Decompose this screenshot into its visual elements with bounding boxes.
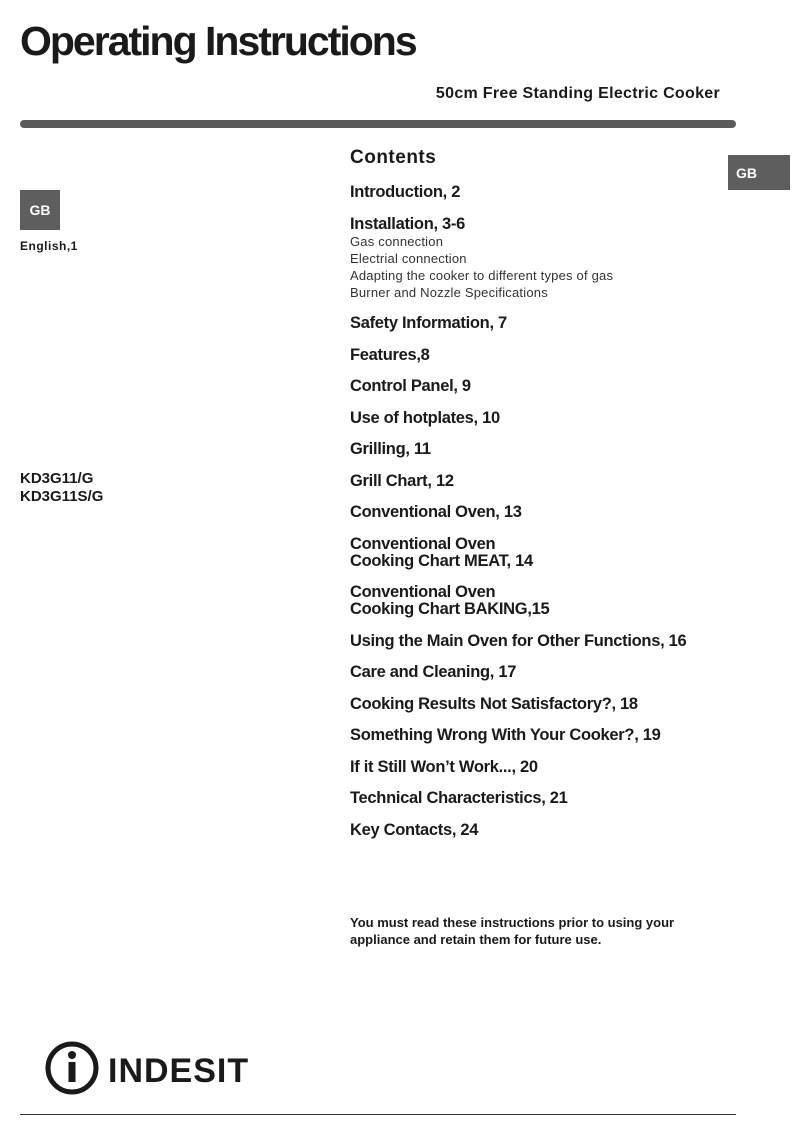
footer-divider bbox=[20, 1114, 736, 1115]
toc-entry-title: Care and Cleaning, 17 bbox=[350, 663, 517, 681]
read-instructions-notice bbox=[350, 914, 720, 948]
toc-entry bbox=[350, 216, 740, 301]
language-side-tab: GB bbox=[728, 155, 790, 190]
toc-entry bbox=[350, 790, 740, 807]
notice-line: appliance and retain them for future use. bbox=[350, 932, 602, 947]
toc-subentry: Adapting the cooker to different types of gas bbox=[350, 267, 614, 283]
page-title: Operating Instructions bbox=[20, 18, 416, 64]
toc-entry bbox=[350, 473, 740, 490]
model-number: KD3G11S/G bbox=[20, 488, 104, 505]
page-subtitle: 50cm Free Standing Electric Cooker bbox=[435, 85, 720, 102]
toc-subentry: Burner and Nozzle Specifications bbox=[350, 284, 548, 300]
toc-entry-title: Key Contacts, 24 bbox=[350, 820, 479, 839]
toc-entry-title: If it Still Won’t Work..., 20 bbox=[350, 757, 538, 776]
model-list bbox=[20, 470, 103, 506]
toc-entry-title: Something Wrong With Your Cooker?, 19 bbox=[350, 726, 661, 744]
toc-entry bbox=[350, 441, 740, 458]
contents-heading: Contents bbox=[350, 147, 437, 168]
toc-entry bbox=[350, 759, 740, 776]
toc-entry bbox=[350, 378, 740, 395]
svg-text:INDESIT: INDESIT bbox=[108, 1052, 250, 1090]
toc-entry bbox=[350, 536, 740, 570]
language-label: English,1 bbox=[20, 239, 78, 253]
toc-subentry: Electrial connection bbox=[350, 250, 467, 266]
table-of-contents bbox=[350, 184, 740, 853]
toc-entry-title: Using the Main Oven for Other Functions, 16 bbox=[350, 631, 687, 650]
toc-entry bbox=[350, 410, 740, 427]
toc-entry bbox=[350, 504, 740, 521]
header-divider bbox=[20, 120, 736, 128]
toc-entry bbox=[350, 727, 740, 744]
toc-entry-title: Use of hotplates, 10 bbox=[350, 408, 500, 427]
toc-entry-title: Grilling, 11 bbox=[350, 440, 431, 458]
toc-entry-title: Technical Characteristics, 21 bbox=[350, 789, 568, 807]
toc-entry-title: Cooking Chart BAKING,15 bbox=[350, 600, 550, 618]
toc-entry-title: Introduction, 2 bbox=[350, 183, 461, 201]
toc-entry-title: Features,8 bbox=[350, 345, 430, 364]
toc-entry-title: Conventional Oven bbox=[350, 534, 496, 553]
toc-entry bbox=[350, 822, 740, 839]
notice-line: You must read these instructions prior to using your bbox=[350, 915, 675, 930]
language-badge: GB bbox=[20, 190, 60, 230]
toc-subentry: Gas connection bbox=[350, 233, 444, 249]
toc-entry-title: Control Panel, 9 bbox=[350, 377, 471, 395]
toc-entry-title: Conventional Oven bbox=[350, 583, 496, 601]
toc-entry-title: Conventional Oven, 13 bbox=[350, 503, 522, 521]
indesit-logo bbox=[44, 1040, 254, 1096]
model-number: KD3G11/G bbox=[20, 470, 94, 487]
toc-entry-title: Safety Information, 7 bbox=[350, 314, 507, 332]
indesit-logo-icon bbox=[44, 1040, 254, 1096]
toc-entry bbox=[350, 347, 740, 364]
toc-entry-title: Cooking Results Not Satisfactory?, 18 bbox=[350, 694, 638, 713]
toc-entry bbox=[350, 315, 740, 332]
toc-entry bbox=[350, 633, 740, 650]
toc-entry-title: Grill Chart, 12 bbox=[350, 471, 454, 490]
toc-entry-title: Cooking Chart MEAT, 14 bbox=[350, 551, 533, 570]
toc-entry bbox=[350, 696, 740, 713]
toc-entry bbox=[350, 584, 740, 618]
toc-entry bbox=[350, 184, 740, 201]
toc-entry bbox=[350, 664, 740, 681]
toc-entry-title: Installation, 3-6 bbox=[350, 214, 466, 233]
